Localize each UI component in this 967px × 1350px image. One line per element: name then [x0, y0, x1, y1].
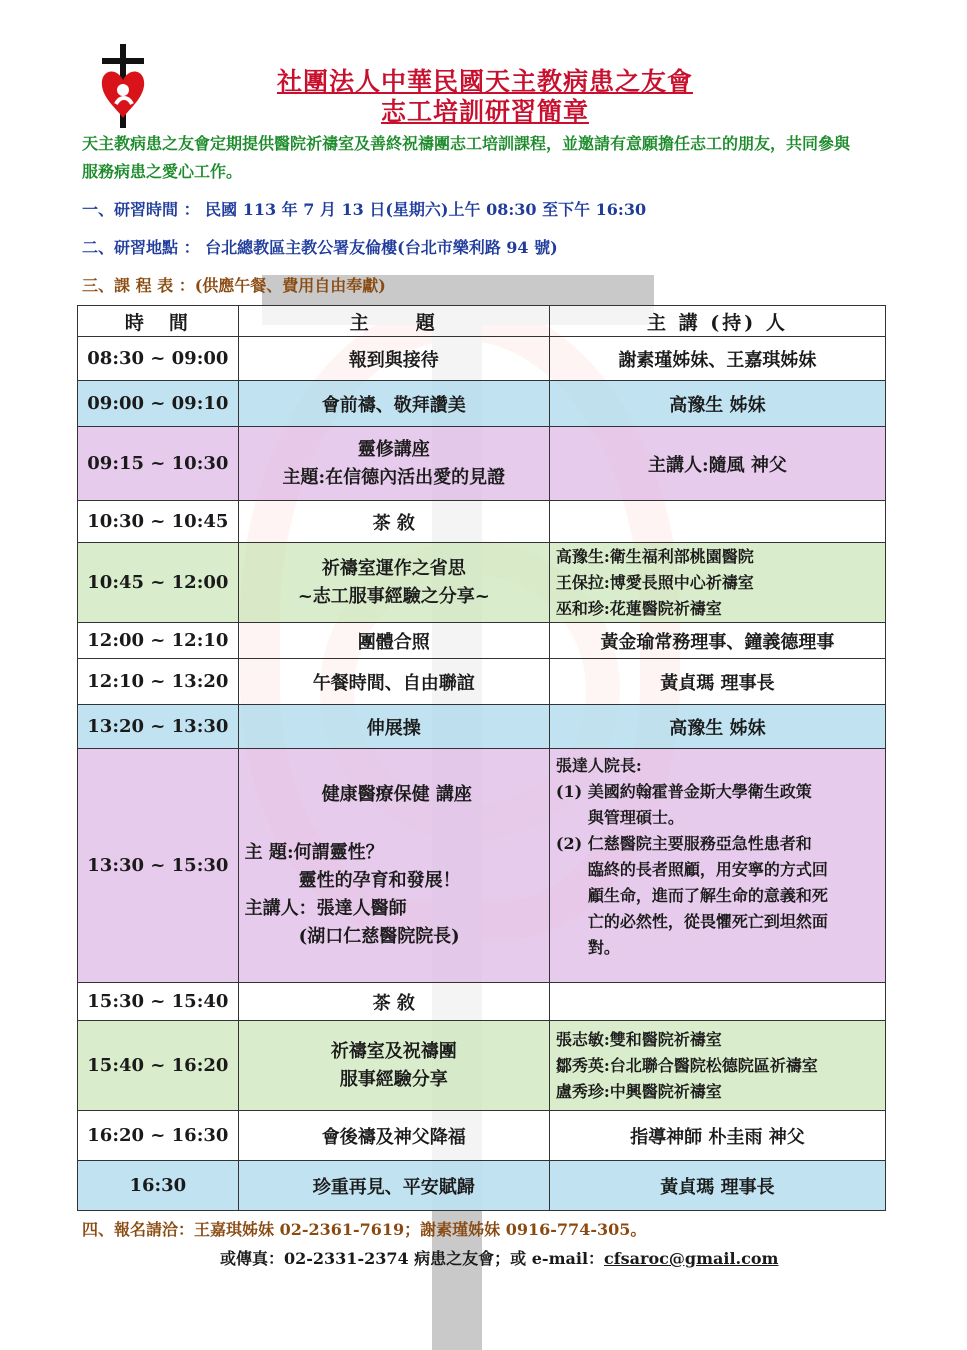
cell-speaker: 主講人:隨風 神父: [549, 427, 885, 501]
table-row: [78, 337, 886, 381]
table-row: [78, 659, 886, 705]
page-subtitle: 志工培訓研習簡章: [380, 97, 589, 126]
info-place: 二、研習地點 ： 台北總教區主教公署友倫樓(台北市樂利路 94 號): [82, 238, 558, 257]
cell-speaker: 高豫生 姊妹: [549, 381, 885, 427]
table-row: [78, 501, 886, 543]
cell-speaker: 黃貞瑪 理事長: [549, 659, 885, 705]
page-title: 社團法人中華民國天主教病患之友會: [276, 67, 693, 96]
cell-time: 08:30 ~ 09:00: [78, 337, 239, 381]
cell-topic: 報到與接待: [238, 337, 549, 381]
table-row: [78, 705, 886, 749]
table-row: [78, 983, 886, 1021]
cell-time: 12:00 ~ 12:10: [78, 623, 239, 659]
header-speaker: 主 講 (持) 人: [549, 306, 885, 337]
table-row: [78, 381, 886, 427]
cell-speaker: [549, 983, 885, 1021]
cell-time: 15:30 ~ 15:40: [78, 983, 239, 1021]
cell-topic: 茶 敘: [238, 501, 549, 543]
cell-time: 09:00 ~ 09:10: [78, 381, 239, 427]
cell-speaker: [549, 501, 885, 543]
fax-text: 或傳真：02-2331-2374 病患之友會；或 e-mail：: [220, 1249, 605, 1268]
table-row: [78, 543, 886, 623]
topic-line: 靈修講座: [357, 438, 430, 460]
cell-speaker: 指導神師 朴圭雨 神父: [549, 1111, 885, 1161]
speaker-line: (2) 仁慈醫院主要服務亞急性患者和: [555, 834, 812, 853]
cell-topic: [238, 749, 549, 983]
info-schedule: 三、課 程 表 ：(供應午餐、費用自由奉獻): [82, 276, 386, 295]
registration-contact: 四、報名請洽：王嘉琪姊妹 02-2361-7619；謝素瑾姊妹 0916-774-305。: [82, 1220, 647, 1239]
cell-topic: 會前禱、敬拜讚美: [238, 381, 549, 427]
intro-paragraph: 天主教病患之友會定期提供醫院祈禱室及善終祝禱團志工培訓課程，並邀請有意願擔任志工的朋友，共同參與服務病患之愛心工作。: [82, 134, 851, 181]
table-row: [78, 749, 886, 983]
speaker-line: 亡的必然性，從畏懼死亡到坦然面: [555, 912, 828, 931]
speaker-line: 臨終的長者照顧，用安寧的方式回: [555, 860, 828, 879]
cell-speaker: [549, 1021, 885, 1111]
cell-speaker: 黃貞瑪 理事長: [549, 1161, 885, 1211]
table-row: [78, 427, 886, 501]
table-row: [78, 1021, 886, 1111]
topic-line: 主 題:何謂靈性？: [244, 841, 384, 863]
topic-line: (湖口仁慈醫院院長): [244, 925, 460, 947]
logo-cross-heart-icon: [96, 44, 150, 128]
speaker-line: 盧秀珍:中興醫院祈禱室: [555, 1081, 722, 1101]
topic-line: 祈禱室運作之省思: [321, 557, 466, 579]
cell-topic: [238, 427, 549, 501]
cell-topic: 團體合照: [238, 623, 549, 659]
cell-topic: 茶 敘: [238, 983, 549, 1021]
table-row: [78, 623, 886, 659]
cell-speaker: [549, 543, 885, 623]
schedule-table: [77, 305, 886, 1211]
cell-topic: 午餐時間、自由聯誼: [238, 659, 549, 705]
email-link[interactable]: cfsaroc@gmail.com: [604, 1249, 779, 1268]
speaker-line: (1) 美國約翰霍普金斯大學衛生政策: [555, 782, 812, 801]
speaker-line: 對。: [555, 938, 620, 957]
table-row: [78, 1111, 886, 1161]
info-time: 一、研習時間 ： 民國 113 年 7 月 13 日(星期六)上午 08:30 至下午 16:30: [82, 200, 647, 219]
cell-time: 16:20 ~ 16:30: [78, 1111, 239, 1161]
header-topic: 主 題: [238, 306, 549, 337]
topic-line: ~志工服事經驗之分享~: [297, 585, 490, 607]
header-time: 時 間: [78, 306, 239, 337]
cell-speaker: 高豫生 姊妹: [549, 705, 885, 749]
cell-time: 16:30: [78, 1161, 239, 1211]
cell-topic: 會後禱及神父降福: [238, 1111, 549, 1161]
speaker-line: 王保拉:博愛長照中心祈禱室: [555, 572, 754, 592]
speaker-line: 鄒秀英:台北聯合醫院松德院區祈禱室: [555, 1055, 818, 1075]
cell-topic: 伸展操: [238, 705, 549, 749]
speaker-line: 顧生命，進而了解生命的意義和死: [555, 886, 828, 905]
cell-time: 09:15 ~ 10:30: [78, 427, 239, 501]
speaker-line: 張志敏:雙和醫院祈禱室: [555, 1029, 722, 1049]
speaker-line: 與管理碩士。: [555, 808, 684, 827]
cell-topic: [238, 543, 549, 623]
table-header-row: [78, 306, 886, 337]
cell-time: 10:30 ~ 10:45: [78, 501, 239, 543]
cell-speaker: 謝素瑾姊妹、王嘉琪姊妹: [549, 337, 885, 381]
speaker-line: 高豫生:衛生福利部桃園醫院: [555, 546, 754, 566]
topic-line: 靈性的孕育和發展！: [244, 869, 461, 891]
cell-time: 13:20 ~ 13:30: [78, 705, 239, 749]
fax-email-line: [220, 1246, 778, 1269]
cell-topic: 珍重再見、平安賦歸: [238, 1161, 549, 1211]
cell-speaker: 黃金瑜常務理事、鐘義德理事: [549, 623, 885, 659]
cell-time: 10:45 ~ 12:00: [78, 543, 239, 623]
topic-line: 服事經驗分享: [339, 1068, 448, 1090]
cell-time: 15:40 ~ 16:20: [78, 1021, 239, 1111]
speaker-line: 張達人院長:: [555, 756, 642, 775]
cell-time: 12:10 ~ 13:20: [78, 659, 239, 705]
speaker-line: 巫和珍:花蓮醫院祈禱室: [555, 598, 722, 618]
cell-speaker: [549, 749, 885, 983]
topic-line: 祈禱室及祝禱團: [330, 1040, 457, 1062]
topic-line: 主講人：張達人醫師: [244, 897, 407, 919]
cell-topic: [238, 1021, 549, 1111]
table-row: [78, 1161, 886, 1211]
cell-time: 13:30 ~ 15:30: [78, 749, 239, 983]
topic-line: 主題:在信德內活出愛的見證: [282, 466, 506, 488]
topic-line: 健康醫療保健 講座: [321, 783, 472, 805]
